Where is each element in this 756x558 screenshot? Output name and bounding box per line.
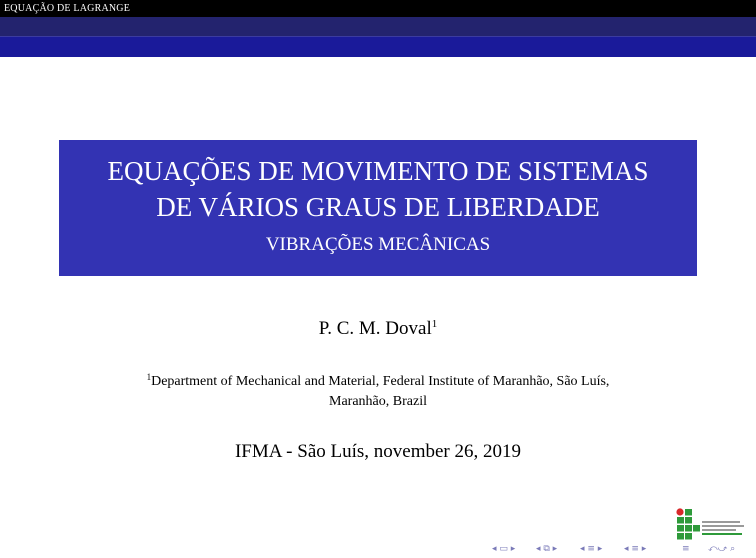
author-name: P. C. M. Doval <box>318 318 432 339</box>
date-line: IFMA - São Luís, november 26, 2019 <box>234 441 522 462</box>
beamer-navigation <box>492 543 756 557</box>
logo-red-dot <box>676 508 683 515</box>
author <box>0 316 756 342</box>
nav-frame-icon[interactable]: ◂ ⧉ ▸ <box>536 544 558 554</box>
title-line-2: DE VÁRIOS GRAUS DE LIBERDADE <box>156 192 600 222</box>
ifma-logo <box>676 508 748 542</box>
header-bar <box>0 0 756 17</box>
nav-align-icon[interactable]: ≡ <box>682 544 690 554</box>
nav-section-icon[interactable]: ◂ ≡ ▸ <box>624 544 647 554</box>
nav-search-icon[interactable]: ⤺⤻ ⌕ <box>708 544 736 554</box>
affiliation-text-1: Department of Mechanical and Material, Federal Institute of Maranhão, São Luís, <box>151 374 610 389</box>
affiliation-footnote-mark: 1 <box>146 372 152 382</box>
subtitle: VIBRAÇÕES MECÂNICAS <box>265 234 491 255</box>
author-footnote-mark: 1 <box>431 318 438 330</box>
header-band-lower <box>0 37 756 57</box>
nav-first-icon[interactable]: ◂ ▭ ▸ <box>492 544 516 554</box>
title-box <box>59 140 697 276</box>
section-title[interactable]: EQUAÇÃO DE LAGRANGE <box>4 3 131 14</box>
affiliation-line-2: Maranhão, Brazil <box>329 394 427 409</box>
affiliation-line-1 <box>0 372 756 392</box>
title-line-1: EQUAÇÕES DE MOVIMENTO DE SISTEMAS <box>107 156 649 186</box>
nav-subsection-icon[interactable]: ◂ ≡ ▸ <box>580 544 603 554</box>
affiliation <box>0 372 756 412</box>
header-band-upper <box>0 17 756 37</box>
